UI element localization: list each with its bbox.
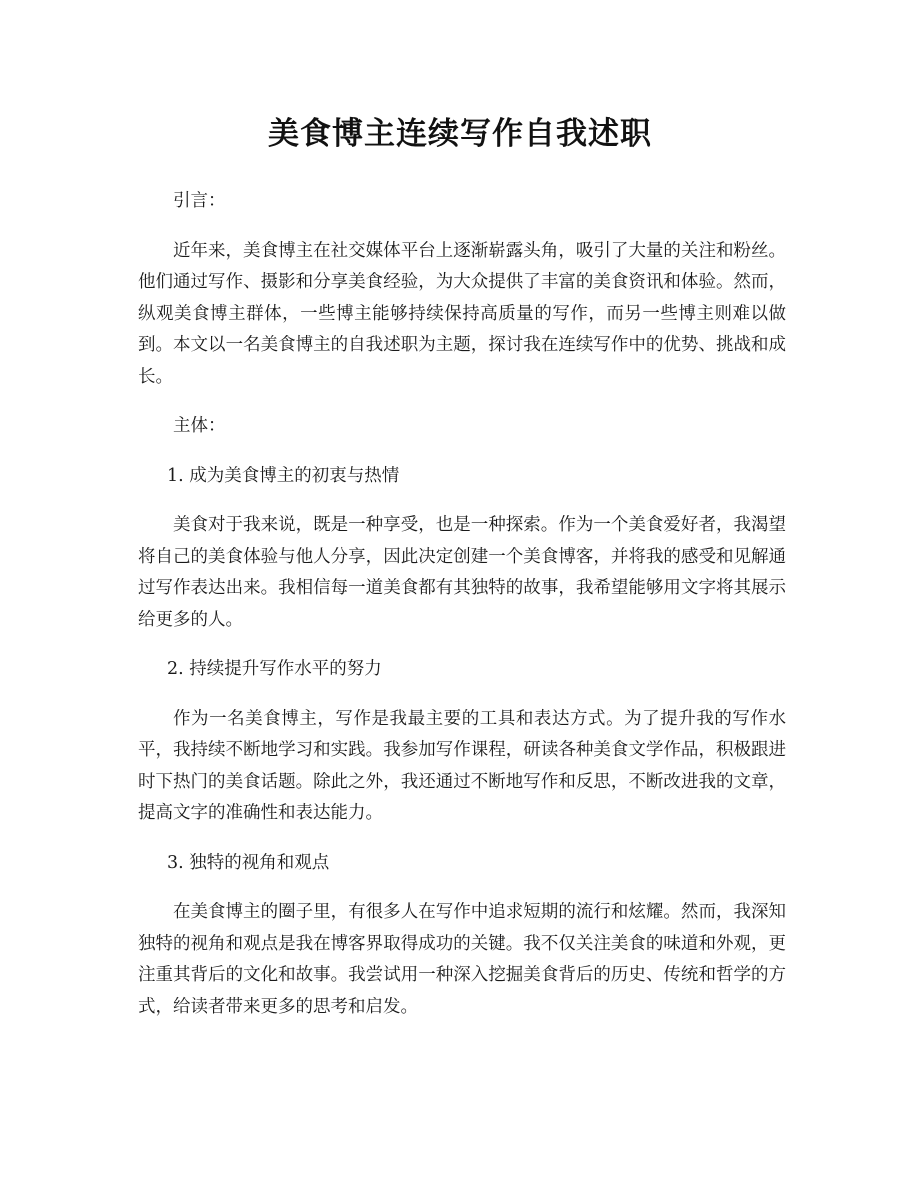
body-label: 主体：: [173, 416, 226, 436]
document-body: [138, 186, 786, 1023]
section-paragraph-3: 在美食博主的圈子里，有很多人在写作中追求短期的流行和炫耀。然而，我深知独特的视角和观点是我在博客界取得成功的关键。我不仅关注美食的味道和外观，更注重其背后的文化和故事。我尝试用一种深入挖掘美食背后的历史、传统和哲学的方式，给读者带来更多的思考和启发。: [138, 902, 786, 1017]
section-paragraph-2: 作为一名美食博主，写作是我最主要的工具和表达方式。为了提升我的写作水平，我持续不断地学习和实践。我参加写作课程，研读各种美食文学作品，积极跟进时下热门的美食话题。除此之外，我还通过不断地写作和反思，不断改进我的文章，提高文字的准确性和表达能力。: [138, 708, 786, 823]
section-heading-3: 3. 独特的视角和观点: [167, 852, 330, 873]
section-paragraph-1: 美食对于我来说，既是一种享受，也是一种探索。作为一个美食爱好者，我渴望将自己的美食体验与他人分享，因此决定创建一个美食博客，并将我的感受和见解通过写作表达出来。我相信每一道美食都有其独特的故事，我希望能够用文字将其展示给更多的人。: [138, 515, 786, 630]
document-title: 美食博主连续写作自我述职: [268, 116, 652, 152]
intro-label: 引言：: [173, 191, 226, 211]
intro-paragraph: 近年来，美食博主在社交媒体平台上逐渐崭露头角，吸引了大量的关注和粉丝。他们通过写作、摄影和分享美食经验，为大众提供了丰富的美食资讯和体验。然而，纵观美食博主群体，一些博主能够持续保持高质量的写作，而另一些博主则难以做到。本文以一名美食博主的自我述职为主题，探讨我在连续写作中的优势、挑战和成长。: [138, 240, 786, 387]
section-heading-2: 2. 持续提升写作水平的努力: [167, 659, 382, 679]
section-heading-1: 1. 成为美食博主的初衷与热情: [167, 465, 400, 486]
